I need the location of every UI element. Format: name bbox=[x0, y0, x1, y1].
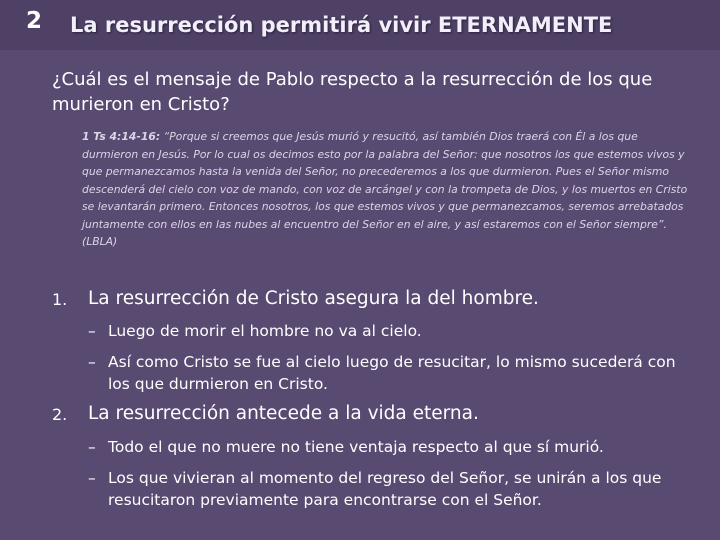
point-heading: La resurrección de Cristo asegura la del hombre. bbox=[88, 288, 539, 309]
bible-verse bbox=[82, 128, 697, 251]
dash-bullet: – bbox=[88, 438, 96, 456]
dash-bullet: – bbox=[88, 469, 96, 487]
sub-item-text: Todo el que no muere no tiene ventaja respecto al que sí murió. bbox=[108, 438, 604, 456]
question-text: ¿Cuál es el mensaje de Pablo respecto a la resurrección de los que murieron en Cristo? bbox=[52, 69, 653, 115]
point-heading: La resurrección antecede a la vida eterna. bbox=[88, 403, 479, 424]
dash-bullet: – bbox=[88, 322, 96, 340]
title-bar bbox=[0, 0, 720, 50]
dash-bullet: – bbox=[88, 353, 96, 371]
point-number: 2. bbox=[52, 405, 68, 424]
slide-number: 2 bbox=[26, 8, 43, 34]
slide-title: La resurrección permitirá vivir ETERNAMENTE bbox=[70, 13, 613, 37]
verse-text: “Porque si creemos que Jesús murió y resucitó, así también Dios traerá con Él a los que durmieron en Jesús. Por lo cual os decimos esto por la palabra del Señor: que nosotros los que estemos vivos y que permanezcamos hasta la venida del Señor, no precederemos a los que durmieron. Pues el Señor mismo descenderá del cielo con voz de mando, con voz de arcángel y con la trompeta de Dios, y los muertos en Cristo se levantarán primero. Entonces nosotros, los que estemos vivos y que permanezcamos, seremos arrebatados juntamente con ellos en las nubes al encuentro del Señor en el aire, y así estaremos con el Señor siempre”. (LBLA) bbox=[82, 130, 688, 248]
sub-item-text: Luego de morir el hombre no va al cielo. bbox=[108, 322, 422, 340]
point-number: 1. bbox=[52, 290, 68, 309]
verse-reference: 1 Ts 4:14-16: bbox=[82, 130, 161, 143]
sub-item-text: Los que vivieran al momento del regreso del Señor, se unirán a los que resucitaron previamente para encontrarse con el Señor. bbox=[108, 469, 662, 509]
sub-item-text: Así como Cristo se fue al cielo luego de resucitar, lo mismo sucederá con los que durmieron en Cristo. bbox=[108, 353, 676, 393]
